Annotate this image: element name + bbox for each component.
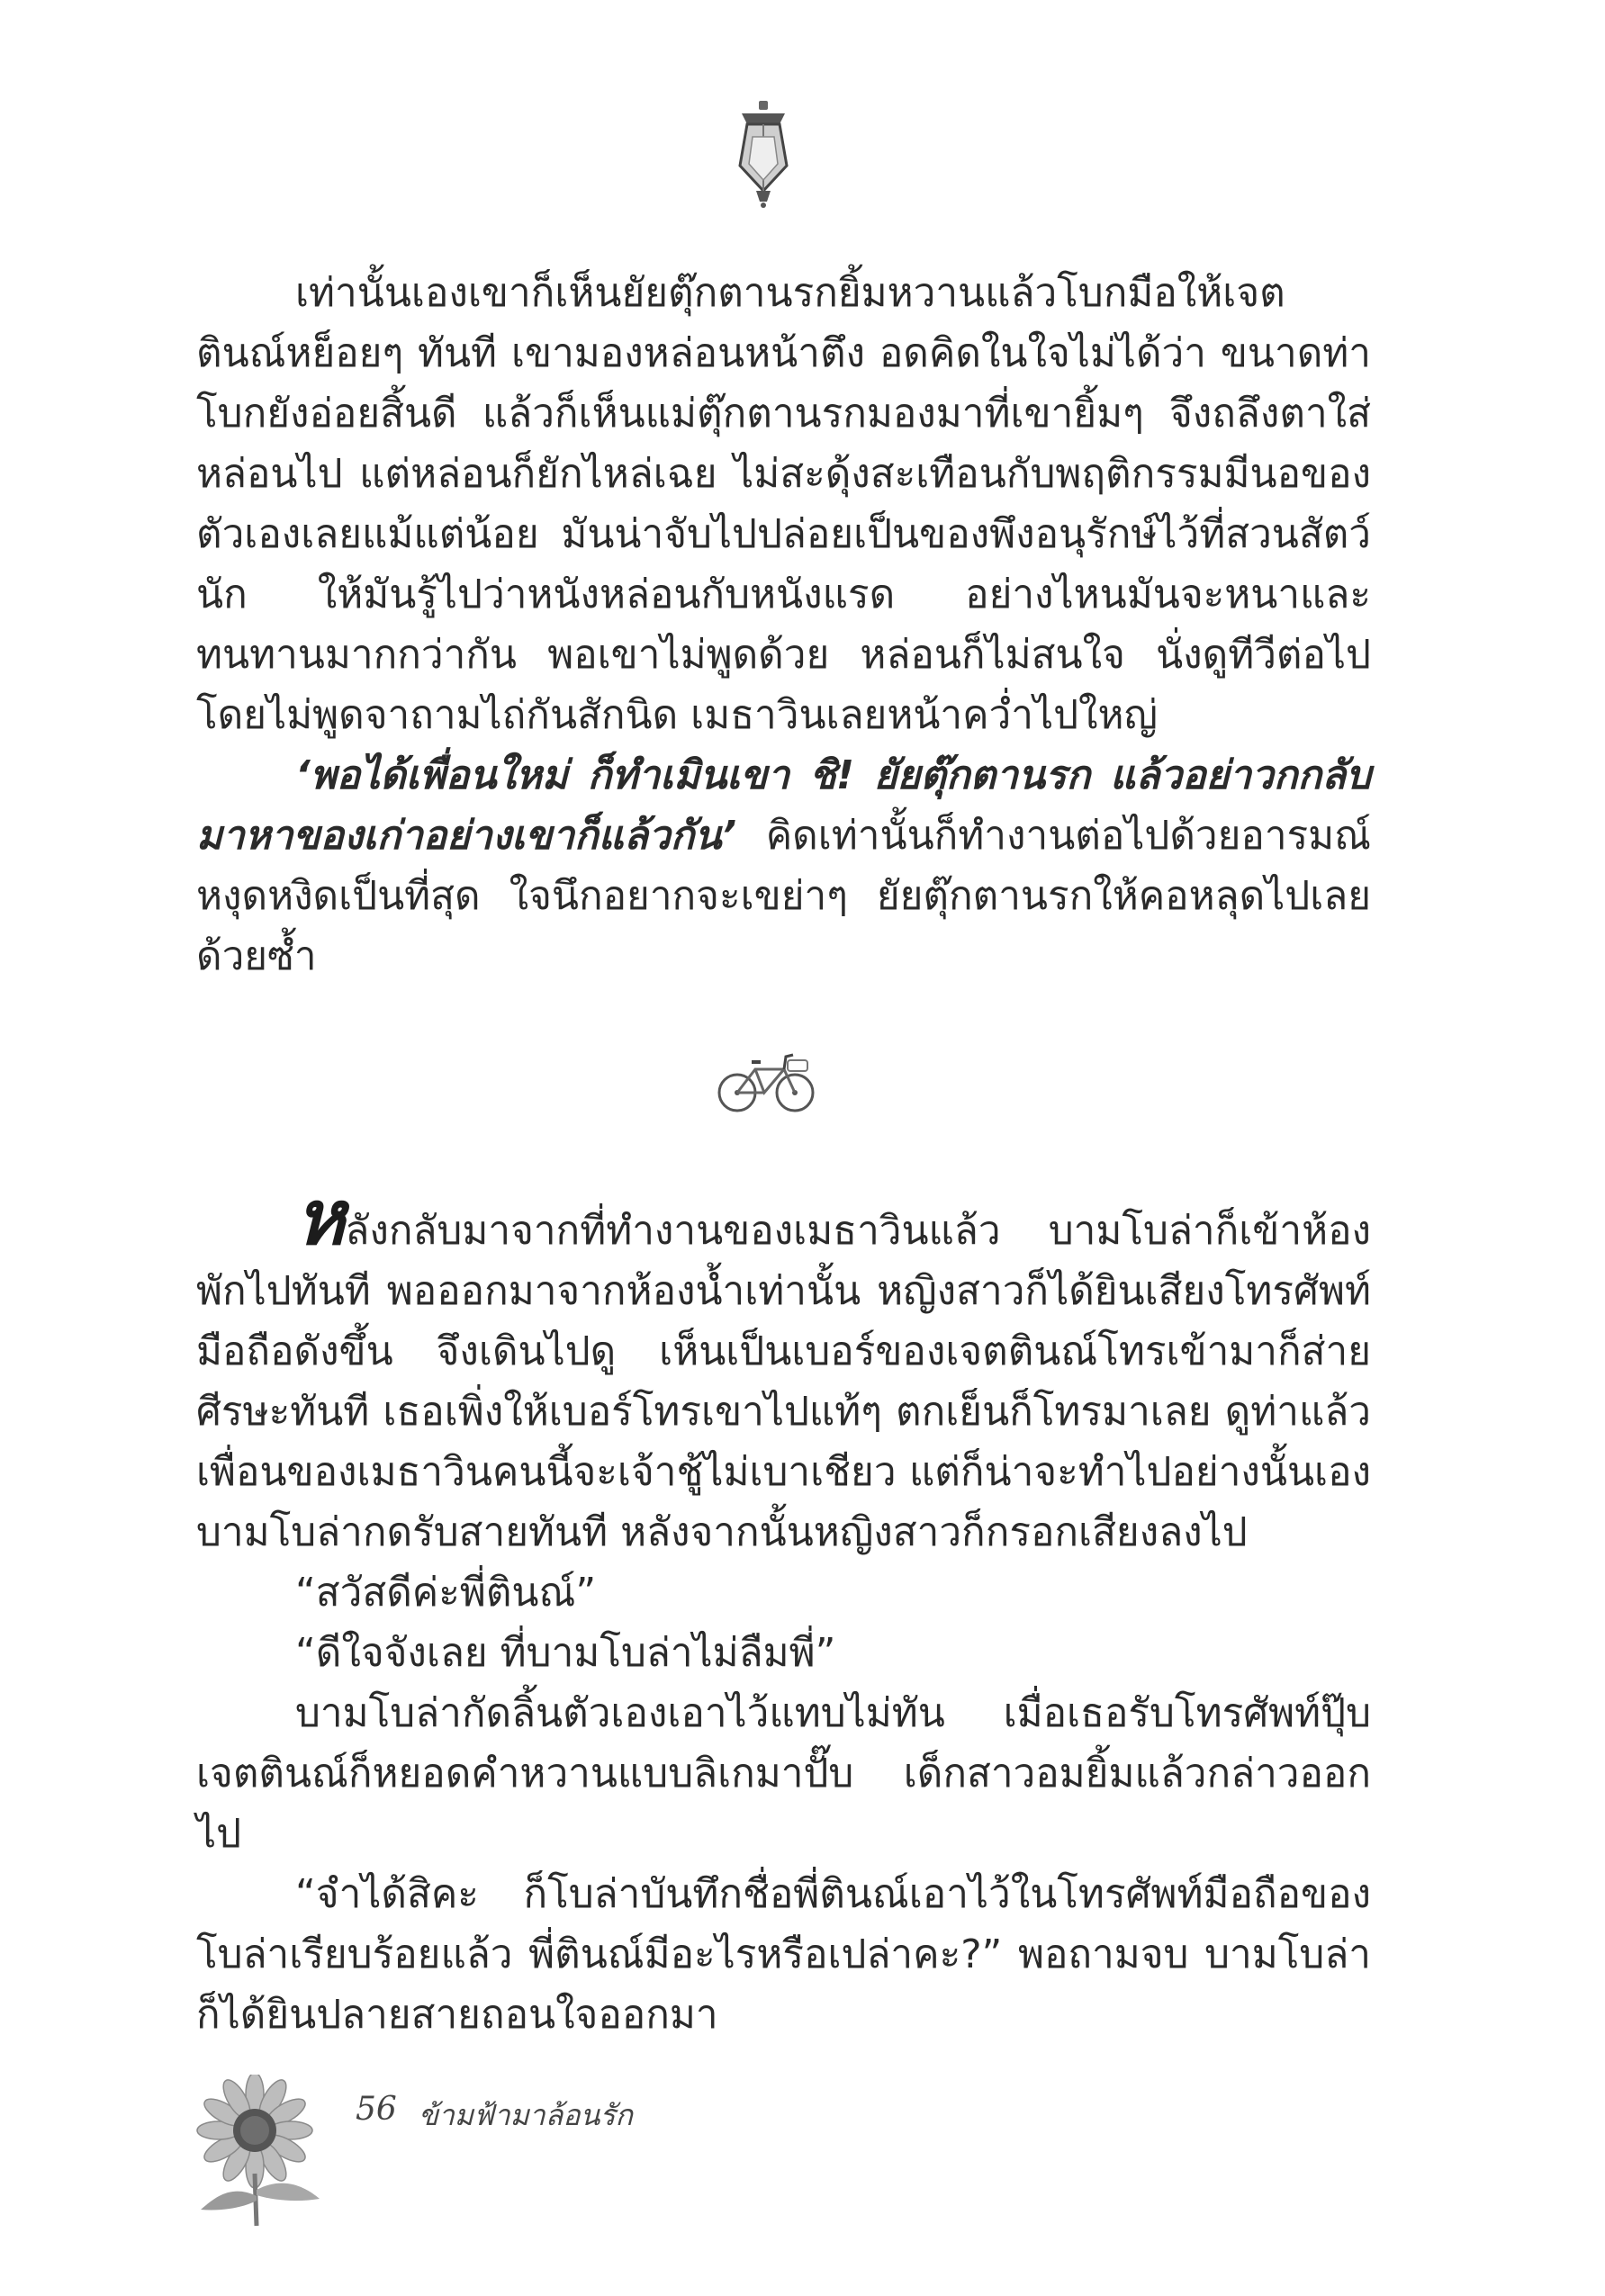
page-number: 56: [356, 2091, 397, 2128]
text-block-1: [196, 263, 1371, 986]
inner-thought: ‘พอได้เพื่อนใหม่ ก็ทำเมินเขา ชิ! ยัยตุ๊กตานรก แล้วอย่าวกกลับมาหาของเก่าอย่างเขาก็แล้วกัน’: [196, 752, 1371, 859]
dialogue-line: “สวัสดีค่ะพี่ตินณ์”: [295, 1570, 597, 1616]
paragraph-text: คิดเท่านั้นก็ทำงานต่อไปด้วยอารมณ์หงุดหงิดเป็นที่สุด ใจนึกอยากจะเขย่าๆ ยัยตุ๊กตานรกให้คอหลุดไปเลยด้วยซ้ำ: [196, 813, 1371, 979]
paragraph: บามโบล่ากัดลิ้นตัวเองเอาไว้แทบไม่ทัน เมื่อเธอรับโทรศัพท์ปุ๊บ เจตตินณ์ก็หยอดคำหวานแบบลิเกมาปั๊บ เด็กสาวอมยิ้มแล้วกล่าวออกไป: [196, 1690, 1371, 1857]
drop-cap: ห: [295, 1174, 346, 1262]
text-block-2: [196, 1174, 1371, 2045]
page-footer: [194, 2075, 734, 2237]
bicycle-icon: [716, 1044, 816, 1116]
dialogue-line: “จำได้สิคะ ก็โบล่าบันทึกชื่อพี่ตินณ์เอาไว้ในโทรศัพท์มือถือของโบล่าเรียบร้อยแล้ว พี่ตินณ์มีอะไรหรือเปล่าคะ?” พอถามจบ บามโบล่าก็ได้ยินปลายสายถอนใจออกมา: [196, 1871, 1371, 2038]
paragraph-thought: [196, 745, 1371, 986]
paragraph: เท่านั้นเองเขาก็เห็นยัยตุ๊กตานรกยิ้มหวานแล้วโบกมือให้เจตตินณ์หย็อยๆ ทันที เขามองหล่อนหน้าตึง อดคิดในใจไม่ได้ว่า ขนาดท่าโบกยังอ่อยสิ้นดี แล้วก็เห็นแม่ตุ๊กตานรกมองมาที่เขายิ้มๆ จึงถลึงตาใส่หล่อนไป แต่หล่อนก็ยักไหล่เฉย ไม่สะดุ้งสะเทือนกับพฤติกรรมมีนอของตัวเองเลยแม้แต่น้อย มันน่าจับไปปล่อยเป็นของพึงอนุรักษ์ไว้ที่สวนสัตว์นัก ให้มันรู้ไปว่าหนังหล่อนกับหนังแรด อย่างไหนมันจะหนาและทนทานมากกว่ากัน พอเขาไม่พูดด้วย หล่อนก็ไม่สนใจ นั่งดูทีวีต่อไปโดยไม่พูดจาถามไถ่กันสักนิด เมธาวินเลยหน้าคว่ำไปใหญ่: [196, 270, 1371, 738]
paragraph-text: ลังกลับมาจากที่ทำงานของเมธาวินแล้ว บามโบล่าก็เข้าห้องพักไปทันที พอออกมาจากห้องน้ำเท่านั้น หญิงสาวก็ได้ยินเสียงโทรศัพท์มือถือดังขึ้น จึงเดินไปดู เห็นเป็นเบอร์ของเจตตินณ์โทรเข้ามาก็ส่ายศีรษะทันที เธอเพิ่งให้เบอร์โทรเขาไปแท้ๆ ตกเย็นก็โทรมาเลย ดูท่าแล้วเพื่อนของเมธาวินคนนี้จะเจ้าชู้ไม่เบาเชียว แต่ก็น่าจะทำไปอย่างนั้นเอง บามโบล่ากดรับสายทันที หลังจากนั้นหญิงสาวก็กรอกเสียงลงไป: [196, 1208, 1371, 1555]
lantern-icon: [729, 101, 798, 209]
book-title: ข้ามฟ้ามาล้อนรัก: [419, 2098, 633, 2132]
sunflower-icon: [194, 2075, 329, 2228]
dialogue-line: “ดีใจจังเลย ที่บามโบล่าไม่ลืมพี่”: [295, 1630, 836, 1676]
paragraph-opening: [196, 1174, 1371, 1562]
